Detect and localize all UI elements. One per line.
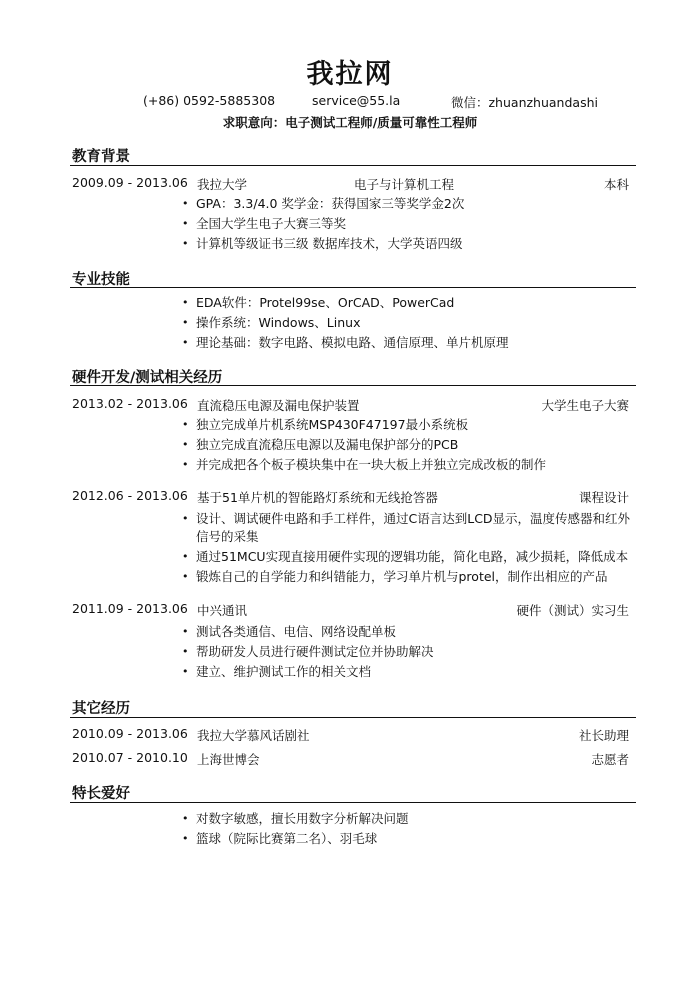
bullet-icon: • — [182, 197, 189, 210]
entry-date: 2009.09 - 2013.06 — [72, 175, 188, 190]
list-item: • GPA：3.3/4.0 奖学金：获得国家三等奖学金2次 — [182, 196, 465, 211]
bullet-icon: • — [182, 418, 189, 431]
project-role: 大学生电子大赛 — [541, 398, 629, 413]
section-divider — [70, 165, 636, 166]
other-entry — [72, 726, 629, 744]
bullet-icon: • — [182, 832, 189, 845]
job-objective: 求职意向：电子测试工程师/质量可靠性工程师 — [222, 115, 478, 130]
section-title-education: 教育背景 — [72, 149, 130, 165]
project-title: 直流稳压电源及漏电保护装置 — [197, 398, 360, 413]
list-item: • EDA软件：Protel99se、OrCAD、PowerCad — [182, 295, 455, 310]
other-entry — [72, 750, 629, 768]
entry-date: 2012.06 - 2013.06 — [72, 488, 188, 503]
organization-name: 上海世博会 — [197, 752, 260, 767]
bullet-icon: • — [182, 316, 189, 329]
list-item: • 设计、调试硬件电路和手工样件，通过C语言达到LCD显示，温度传感器和红外信号的采集 — [182, 511, 631, 544]
section-title-experience: 硬件开发/测试相关经历 — [72, 370, 223, 386]
experience-bullet-list — [180, 416, 632, 476]
list-item: • 并完成把各个板子模块集中在一块大板上并独立完成改板的制作 — [182, 457, 547, 472]
job-role: 硬件（测试）实习生 — [516, 603, 629, 618]
bullet-icon: • — [182, 512, 189, 525]
experience-entry — [72, 488, 629, 506]
section-title-skills: 专业技能 — [72, 272, 130, 288]
hobbies-bullet-list — [180, 810, 632, 850]
bullet-icon: • — [182, 645, 189, 658]
section-divider — [70, 385, 636, 386]
bullet-icon: • — [182, 296, 189, 309]
organization-name: 我拉大学慕风话剧社 — [197, 728, 310, 743]
candidate-name: 我拉网 — [306, 59, 394, 90]
company-name: 中兴通讯 — [197, 603, 248, 618]
experience-bullet-list — [180, 623, 632, 683]
bullet-icon: • — [182, 812, 189, 825]
bullet-icon: • — [182, 458, 189, 471]
bullet-icon: • — [182, 625, 189, 638]
major-name: 电子与计算机工程 — [354, 177, 455, 192]
education-entry — [72, 175, 629, 193]
bullet-icon: • — [182, 336, 189, 349]
experience-bullet-list — [180, 510, 632, 588]
phone-number: (+86) 0592-5885308 — [143, 93, 276, 108]
list-item: • 锻炼自己的自学能力和纠错能力，学习单片机与protel，制作出相应的产品 — [182, 569, 608, 584]
education-bullet-list — [180, 195, 632, 255]
section-title-other: 其它经历 — [72, 701, 130, 717]
entry-date: 2011.09 - 2013.06 — [72, 601, 188, 616]
email-address: service@55.la — [312, 93, 401, 108]
entry-role: 社长助理 — [578, 728, 629, 743]
list-item: • 理论基础：数字电路、模拟电路、通信原理、单片机原理 — [182, 335, 509, 350]
experience-entry — [72, 396, 629, 414]
list-item: • 全国大学生电子大赛三等奖 — [182, 216, 347, 231]
experience-entry — [72, 601, 629, 619]
bullet-icon: • — [182, 237, 189, 250]
list-item: • 独立完成直流稳压电源以及漏电保护部分的PCB — [182, 437, 459, 452]
wechat-id: 微信：zhuanzhuandashi — [451, 95, 598, 110]
section-divider — [70, 802, 636, 803]
list-item: • 对数字敏感，擅长用数字分析解决问题 — [182, 811, 409, 826]
list-item: • 测试各类通信、电信、网络设配单板 — [182, 624, 397, 639]
list-item: • 独立完成单片机系统MSP430F47197最小系统板 — [182, 417, 469, 432]
project-role: 课程设计 — [578, 490, 629, 505]
list-item: • 建立、维护测试工作的相关文档 — [182, 664, 372, 679]
list-item: • 操作系统：Windows、Linux — [182, 315, 361, 330]
list-item: • 帮助研发人员进行硬件测试定位并协助解决 — [182, 644, 434, 659]
bullet-icon: • — [182, 217, 189, 230]
bullet-icon: • — [182, 438, 189, 451]
bullet-icon: • — [182, 570, 189, 583]
entry-role: 志愿者 — [591, 752, 629, 767]
bullet-icon: • — [182, 550, 189, 563]
section-divider — [70, 717, 636, 718]
entry-date: 2010.07 - 2010.10 — [72, 750, 188, 765]
list-item: • 计算机等级证书三级 数据库技术，大学英语四级 — [182, 236, 463, 251]
school-name: 我拉大学 — [197, 177, 248, 192]
bullet-icon: • — [182, 665, 189, 678]
list-item: • 篮球（院际比赛第二名）、羽毛球 — [182, 831, 378, 846]
list-item: • 通过51MCU实现直接用硬件实现的逻辑功能，简化电路，减少损耗，降低成本 — [182, 549, 629, 564]
entry-date: 2013.02 - 2013.06 — [72, 396, 188, 411]
section-divider — [70, 287, 636, 288]
degree-name: 本科 — [603, 177, 629, 192]
project-title: 基于51单片机的智能路灯系统和无线抢答器 — [197, 490, 438, 505]
section-title-hobbies: 特长爱好 — [72, 786, 130, 802]
skills-bullet-list — [180, 294, 632, 354]
entry-date: 2010.09 - 2013.06 — [72, 726, 188, 741]
